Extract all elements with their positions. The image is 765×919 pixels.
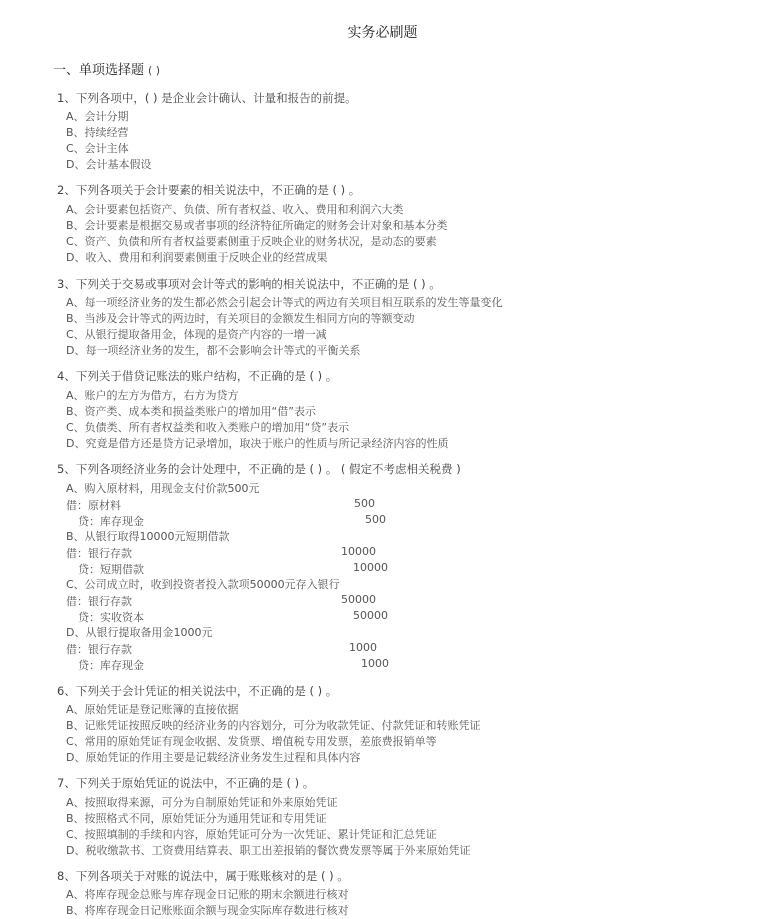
option-b: B、记账凭证按照反映的经济业务的内容划分，可分为收款凭证、付款凭证和转账凭证	[66, 719, 481, 732]
option-a: A、会计分期	[66, 110, 129, 123]
option-c: C、公司成立时，收到投资者投入款项50000元存入银行	[66, 578, 340, 591]
credit-account: 贷：短期借款	[78, 563, 144, 576]
option-a: A、将库存现金总账与库存现金日记账的期末余额进行核对	[66, 888, 349, 901]
option-a: A、原始凭证是登记账簿的直接依据	[66, 703, 239, 716]
option-c: C、常用的原始凭证有现金收据、发货票、增值税专用发票，差旅费报销单等	[66, 735, 437, 748]
option-b: B、资产类、成本类和损益类账户的增加用“借”表示	[66, 405, 316, 418]
option-d: D、从银行提取备用金1000元	[66, 626, 213, 639]
question-stem: 8、下列各项关于对账的说法中，属于账账核对的是 ( ) 。	[57, 869, 349, 883]
option-b: B、当涉及会计等式的两边时，有关项目的金额发生相同方向的等额变动	[66, 312, 415, 325]
credit-amount: 50000	[353, 609, 388, 622]
option-d: D、原始凭证的作用主要是记载经济业务发生过程和具体内容	[66, 751, 361, 764]
section-heading	[53, 59, 160, 78]
credit-account: 贷：库存现金	[78, 659, 144, 672]
option-d: D、收入、费用和利润要素侧重于反映企业的经营成果	[66, 251, 328, 264]
debit-amount: 500	[354, 497, 375, 510]
option-b: B、从银行取得10000元短期借款	[66, 530, 230, 543]
debit-account: 借：银行存款	[66, 547, 132, 560]
option-c: C、资产、负债和所有者权益要素侧重于反映企业的财务状况，是动态的要素	[66, 235, 437, 248]
option-b: B、将库存现金日记账账面余额与现金实际库存数进行核对	[66, 904, 349, 917]
option-c: C、从银行提取备用金，体现的是资产内容的一增一减	[66, 328, 327, 341]
option-a: A、按照取得来源，可分为自制原始凭证和外来原始凭证	[66, 796, 338, 809]
option-c: C、按照填制的手续和内容，原始凭证可分为一次凭证、累计凭证和汇总凭证	[66, 828, 437, 841]
question-stem: 5、下列各项经济业务的会计处理中，不正确的是 ( ) 。 ( 假定不考虑相关税费 )	[57, 462, 461, 476]
option-c: C、负债类、所有者权益类和收入类账户的增加用“贷”表示	[66, 421, 350, 434]
credit-amount: 500	[365, 513, 386, 526]
section-heading-paren: ( )	[148, 64, 161, 77]
option-d: D、会计基本假设	[66, 158, 152, 171]
question-stem: 7、下列关于原始凭证的说法中，不正确的是 ( ) 。	[57, 776, 315, 790]
debit-account: 借：银行存款	[66, 595, 132, 608]
credit-account: 贷：库存现金	[78, 515, 144, 528]
section-heading-text: 一、单项选择题	[53, 63, 145, 78]
option-b: B、会计要素是根据交易或者事项的经济特征所确定的财务会计对象和基本分类	[66, 219, 448, 232]
question-stem: 6、下列关于会计凭证的相关说法中，不正确的是 ( ) 。	[57, 684, 338, 698]
page-title: 实务必刷题	[347, 25, 418, 41]
debit-account: 借：原材料	[66, 499, 121, 512]
option-c: C、会计主体	[66, 142, 129, 155]
question-stem: 2、下列各项关于会计要素的相关说法中，不正确的是 ( ) 。	[57, 183, 361, 197]
option-d: D、究竟是借方还是贷方记录增加，取决于账户的性质与所记录经济内容的性质	[66, 437, 449, 450]
debit-account: 借：银行存款	[66, 643, 132, 656]
option-a: A、账户的左方为借方，右方为贷方	[66, 389, 239, 402]
option-a: A、会计要素包括资产、负债、所有者权益、收入、费用和利润六大类	[66, 203, 404, 216]
debit-amount: 50000	[341, 593, 376, 606]
credit-account: 贷：实收资本	[78, 611, 144, 624]
debit-amount: 1000	[349, 641, 377, 654]
option-a: A、购入原材料，用现金支付价款500元	[66, 482, 260, 495]
option-d: D、税收缴款书、工资费用结算表、职工出差报销的餐饮费发票等属于外来原始凭证	[66, 844, 471, 857]
credit-amount: 10000	[353, 561, 388, 574]
debit-amount: 10000	[341, 545, 376, 558]
question-stem: 3、下列关于交易或事项对会计等式的影响的相关说法中，不正确的是 ( ) 。	[57, 277, 441, 291]
option-b: B、持续经营	[66, 126, 129, 139]
option-b: B、按照格式不同，原始凭证分为通用凭证和专用凭证	[66, 812, 327, 825]
question-stem: 1、下列各项中，( ) 是企业会计确认、计量和报告的前提。	[57, 91, 357, 105]
option-a: A、每一项经济业务的发生都必然会引起会计等式的两边有关项目相互联系的发生等量变化	[66, 296, 503, 309]
question-stem: 4、下列关于借贷记账法的账户结构，不正确的是 ( ) 。	[57, 369, 338, 383]
credit-amount: 1000	[361, 657, 389, 670]
option-d: D、每一项经济业务的发生，都不会影响会计等式的平衡关系	[66, 344, 361, 357]
